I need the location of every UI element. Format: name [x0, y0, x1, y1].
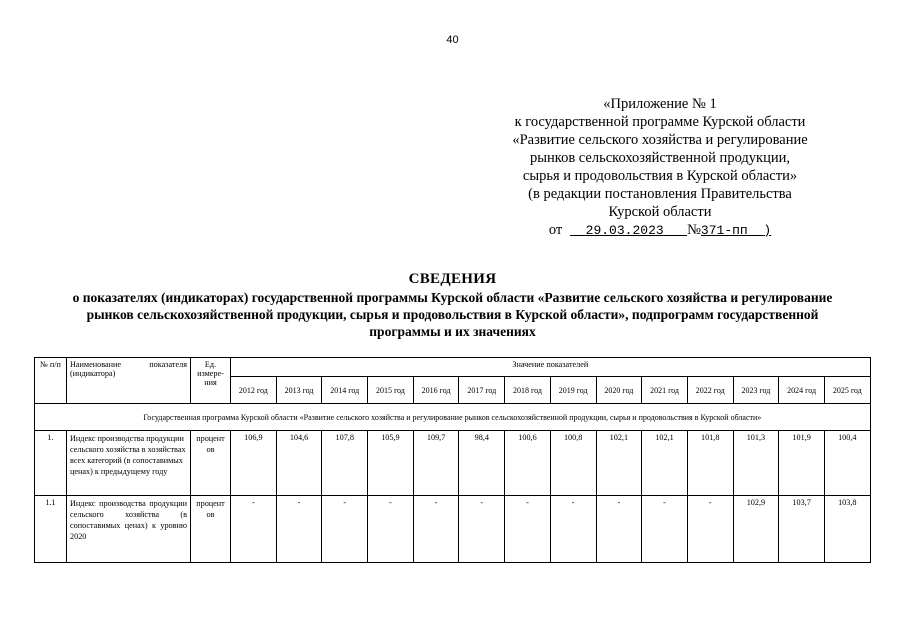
appendix-line-6: (в редакции постановления Правительства [528, 186, 792, 202]
row-value: 102,1 [596, 431, 642, 496]
year-header: 2025 год [824, 377, 870, 404]
row-value: 100,6 [505, 431, 551, 496]
year-header: 2017 год [459, 377, 505, 404]
row-name: Индекс производства продукции сельского хозяйства в хозяйствах всех категорий (в сопоставимых ценах) к предыдущему году [67, 431, 191, 496]
table-row [35, 431, 871, 496]
appendix-line-3: «Развитие сельского хозяйства и регулирование [512, 132, 808, 148]
appendix-line-4: рынков сельскохозяйственной продукции, [530, 150, 790, 166]
program-row: Государственная программа Курской области «Развитие сельского хозяйства и регулирование рынков сельскохозяйственной продукции, сырья и продовольствия в Курской области» [35, 404, 871, 431]
row-value: 106,9 [231, 431, 277, 496]
year-header: 2012 год [231, 377, 277, 404]
row-unit: процент ов [191, 496, 231, 563]
year-header: 2013 год [276, 377, 322, 404]
year-header: 2020 год [596, 377, 642, 404]
year-header: 2019 год [550, 377, 596, 404]
row-value: 101,3 [733, 431, 779, 496]
document-title: СВЕДЕНИЯ [408, 271, 497, 287]
year-header: 2014 год [322, 377, 368, 404]
year-header: 2022 год [687, 377, 733, 404]
row-num: 1.1 [35, 496, 67, 563]
row-value: 98,4 [459, 431, 505, 496]
row-unit: процент ов [191, 431, 231, 496]
row-value: 103,7 [779, 496, 825, 563]
appendix-line-7: Курской области [608, 204, 712, 220]
year-header: 2024 год [779, 377, 825, 404]
row-value: - [550, 496, 596, 563]
row-value: - [231, 496, 277, 563]
row-value: - [368, 496, 414, 563]
document-subtitle: о показателях (индикаторах) государственной программы Курской области «Развитие сельского хозяйства и регулирование рынков сельскохозяйственной продукции, сырья и продовольствия в Курской области», подпрограмм государственной программы и их значениях [72, 290, 833, 339]
row-value: - [276, 496, 322, 563]
row-value: 101,8 [687, 431, 733, 496]
row-value: - [322, 496, 368, 563]
year-header: 2015 год [368, 377, 414, 404]
appendix-line-1: «Приложение № 1 [603, 96, 717, 112]
row-value: 102,1 [642, 431, 688, 496]
order-number-label: № [687, 222, 701, 238]
order-number: 371-пп ) [700, 223, 772, 238]
indicators-table [34, 357, 871, 563]
row-name: Индекс производства продукции сельского хозяйства (в сопоставимых ценах) к уровню 2020 [67, 496, 191, 563]
row-value: 105,9 [368, 431, 414, 496]
year-header: 2021 год [642, 377, 688, 404]
row-value: - [642, 496, 688, 563]
year-header: 2023 год [733, 377, 779, 404]
row-value: - [687, 496, 733, 563]
row-value: - [596, 496, 642, 563]
row-value: 109,7 [413, 431, 459, 496]
row-value: - [459, 496, 505, 563]
row-value: - [505, 496, 551, 563]
row-num: 1. [35, 431, 67, 496]
row-value: 101,9 [779, 431, 825, 496]
order-line [480, 221, 840, 240]
year-header: 2018 год [505, 377, 551, 404]
order-date: 29.03.2023 [585, 223, 664, 238]
header-name: Наименование показателя (индикатора) [67, 358, 191, 404]
header-unit: Ед. измере-ния [191, 358, 231, 404]
header-num: № п/п [35, 358, 67, 404]
row-value: 107,8 [322, 431, 368, 496]
table-row [35, 496, 871, 563]
row-value: 100,4 [824, 431, 870, 496]
page-number: 40 [446, 34, 459, 46]
year-header: 2016 год [413, 377, 459, 404]
header-values: Значение показателей [231, 358, 871, 377]
row-value: 100,8 [550, 431, 596, 496]
row-value: 102,9 [733, 496, 779, 563]
row-value: - [413, 496, 459, 563]
row-value: 103,8 [824, 496, 870, 563]
appendix-line-5: сырья и продовольствия в Курской области» [522, 168, 798, 184]
appendix-block [480, 95, 840, 240]
row-value: 104,6 [276, 431, 322, 496]
appendix-line-2: к государственной программе Курской области [514, 114, 806, 130]
order-from-label: от [548, 222, 563, 238]
